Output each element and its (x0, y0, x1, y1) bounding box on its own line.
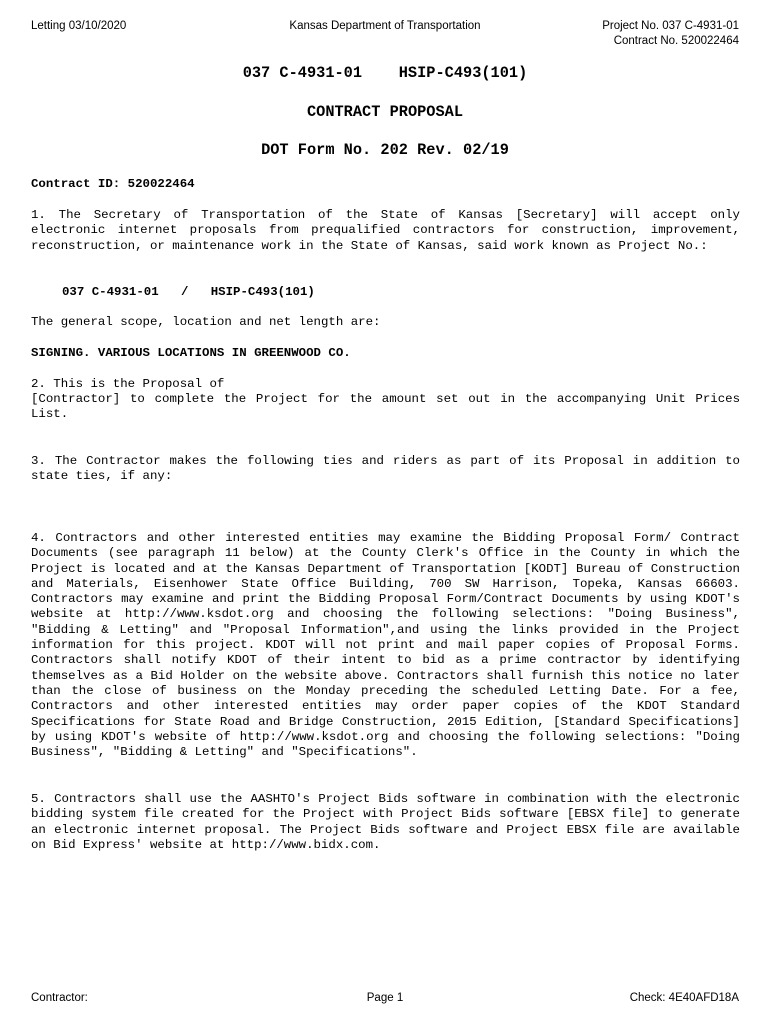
contractor-label: Contractor: (31, 992, 88, 1004)
agency-name: Kansas Department of Transportation (289, 20, 481, 32)
paragraph-1: 1. The Secretary of Transportation of the State of Kansas [Secretary] will accept only electronic internet proposals from prequalified contractors for construction, improvement, reconstruction, or maintenance work in the State of Kansas, said work known as Project No.: (31, 208, 740, 253)
project-numbers: 037 C-4931-01 / HSIP-C493(101) (62, 285, 315, 299)
paragraph-2-intro: 2. This is the Proposal of (31, 377, 225, 391)
proposal-title: CONTRACT PROPOSAL (306, 103, 464, 121)
contract-id: Contract ID: 520022464 (31, 177, 195, 191)
paragraph-5: 5. Contractors shall use the AASHTO's Project Bids software in combination with the electronic bidding system file created for the Project with Project Bids software [EBSX file] to generate an electronic internet proposal. The Project Bids software and Project EBSX file are available on Bid Express' website at http://www.bidx.com. (31, 792, 740, 852)
check-code: Check: 4E40AFD18A (629, 992, 739, 1004)
scope-intro: The general scope, location and net length are: (31, 315, 381, 329)
paragraph-3: 3. The Contractor makes the following ties and riders as part of its Proposal in addition to state ties, if any: (31, 454, 740, 484)
header-project-info (602, 19, 739, 49)
letting-date: Letting 03/10/2020 (31, 20, 127, 32)
paragraph-4: 4. Contractors and other interested entities may examine the Bidding Proposal Form/ Contract Documents (see paragraph 11 below) at the County Clerk's Office in the County in which the Project is located and at the Kansas Department of Transportation [KODT] Bureau of Construction and Materials, Eisenhower State Office Building, 700 SW Harrison, Topeka, Kansas 66603. Contractors may examine and print the Bidding Proposal Form/Contract Documents by using KDOT's website at http://www.ksdot.org and choosing the following selections: "Doing Business", "Bidding & Letting" and "Proposal Information",and using the links provided in the Project information for this project. KDOT will not print and mail paper copies of Proposal Forms. Contractors shall notify KDOT of their intent to bid as a prime contractor by identifying themselves as a Bid Holder on the website above. Contractors shall furnish this notice no later than the close of business on the Monday preceding the scheduled Letting Date. For a fee, Contractors and other interested entities may order paper copies of the KDOT Standard Specifications for State Road and Bridge Construction, 2015 Edition, [Standard Specifications] by using KDOT's website of http://www.ksdot.org and choosing the following selections: "Doing Business", "Bidding & Letting" and "Specifications". (31, 531, 740, 760)
project-number: Project No. 037 C-4931-01 (602, 20, 739, 32)
paragraph-2: [Contractor] to complete the Project for the amount set out in the accompanying Unit Prices List. (31, 392, 740, 422)
page-number: Page 1 (366, 992, 404, 1004)
scope-description: SIGNING. VARIOUS LOCATIONS IN GREENWOOD CO. (31, 346, 351, 360)
project-title: 037 C-4931-01 HSIP-C493(101) (242, 64, 528, 82)
form-title: DOT Form No. 202 Rev. 02/19 (261, 141, 509, 159)
contract-number: Contract No. 520022464 (613, 35, 739, 47)
